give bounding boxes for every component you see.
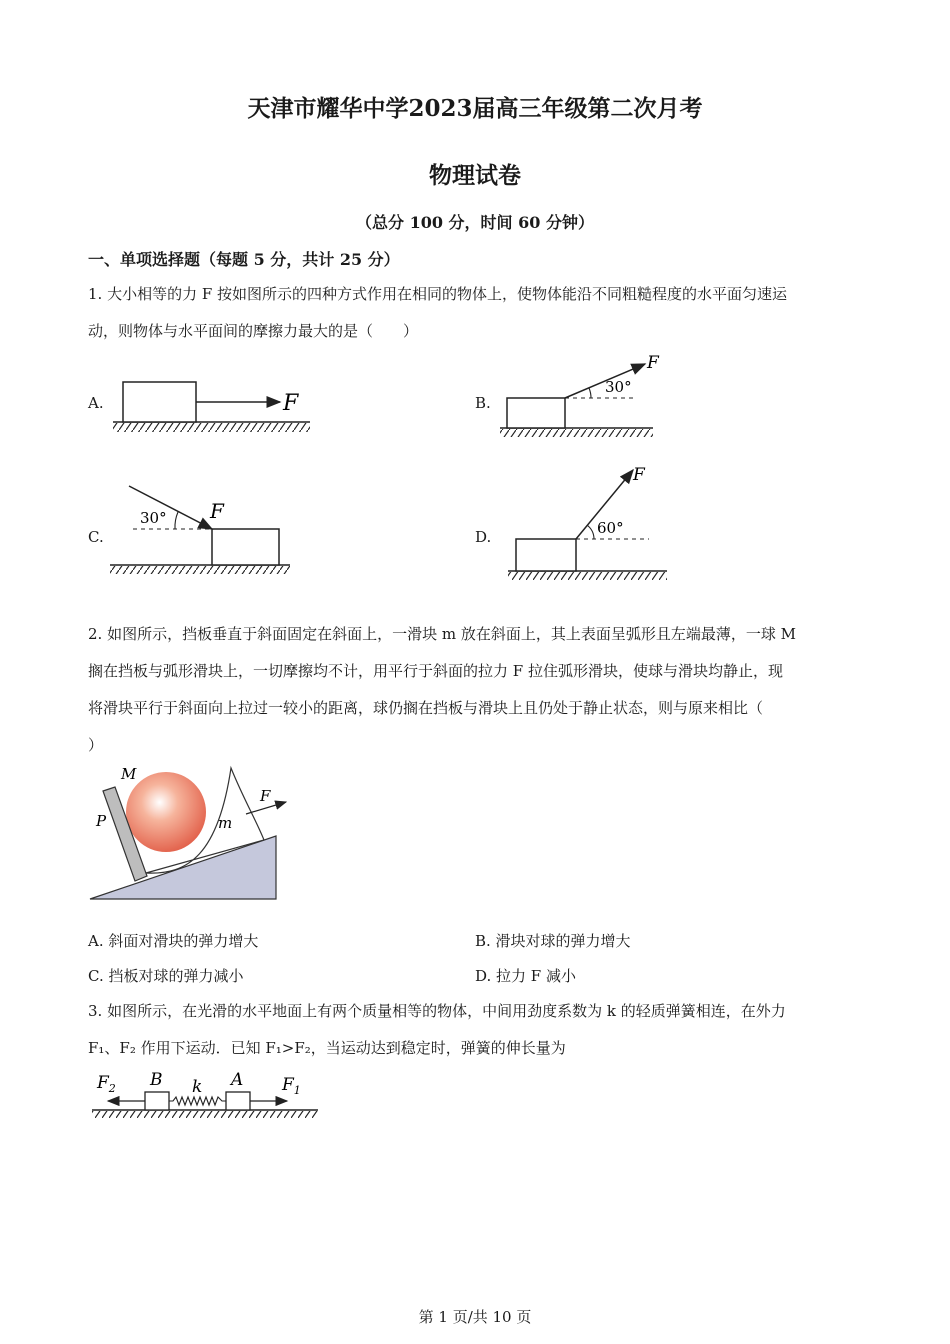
q2-text: [88, 616, 866, 764]
board-label: P: [96, 812, 107, 830]
k-label: k: [192, 1077, 203, 1097]
exam-title: 天津市耀华中学2023届高三年级第二次月考: [247, 95, 703, 122]
q1-option-a-label: A.: [88, 394, 104, 412]
ball-label: M: [121, 765, 137, 783]
q2-line2: 搁在挡板与弧形滑块上，一切摩擦均不计，用平行于斜面的拉力 F 拉住弧形滑块，使球与滑块均静止，现: [88, 662, 783, 680]
q1-figure-c: [105, 480, 300, 580]
q3-line1: 3. 如图所示，在光滑的水平地面上有两个质量相等的物体，中间用劲度系数为 k 的轻质弹簧相连，在外力: [88, 1002, 786, 1020]
angle-label: 30°: [140, 509, 167, 527]
f1-label: $F_1$: [282, 1075, 301, 1097]
q2-option-a: A. 斜面对滑块的弹力增大: [88, 932, 259, 950]
q2-option-d: D. 拉力 F 减小: [475, 967, 576, 985]
q1-line2: 动，则物体与水平面间的摩擦力最大的是（ ）: [88, 322, 419, 340]
q1-option-d-label: D.: [475, 528, 492, 546]
q2-line1: 2. 如图所示，挡板垂直于斜面固定在斜面上，一滑块 m 放在斜面上，其上表面呈弧形且左端最薄，一球 M: [88, 625, 796, 643]
q1-option-b-label: B.: [475, 394, 491, 412]
q2-line3: 将滑块平行于斜面向上拉过一较小的距离，球仍搁在挡板与滑块上且仍处于静止状态，则与原来相比（: [88, 699, 764, 717]
force-label: F: [633, 465, 645, 485]
f2-label: $F_2$: [97, 1073, 116, 1095]
force-label: F: [647, 353, 659, 373]
a-label: A: [231, 1070, 244, 1090]
force-label: F: [283, 391, 299, 416]
q1-option-c-label: C.: [88, 528, 104, 546]
angle-label: 60°: [597, 519, 624, 537]
q2-option-c: C. 挡板对球的弹力减小: [88, 967, 244, 985]
q1-text: [88, 276, 866, 350]
q3-text: [88, 993, 866, 1067]
b-label: B: [150, 1070, 163, 1090]
force-label: F: [260, 787, 271, 805]
q1-figure-d: [505, 460, 675, 585]
q1-figure-a: [105, 370, 320, 435]
block-label: m: [218, 814, 233, 832]
q3-figure: [88, 1068, 323, 1123]
force-label: F: [210, 499, 224, 523]
q2-option-b: B. 滑块对球的弹力增大: [475, 932, 631, 950]
q1-figure-b: [495, 350, 665, 440]
q1-line1: 1. 大小相等的力 F 按如图所示的四种方式作用在相同的物体上，使物体能沿不同粗糙程度的水平面匀速运: [88, 285, 788, 303]
q2-line4: ）: [88, 736, 104, 754]
q3-line2: F₁、F₂ 作用下运动．已知 F₁>F₂，当运动达到稳定时，弹簧的伸长量为: [88, 1039, 566, 1057]
subject-title: 物理试卷: [429, 162, 521, 189]
section-title: 一、单项选择题（每题 5 分，共计 25 分）: [88, 250, 400, 269]
q2-figure: [88, 760, 288, 905]
score-time: （总分 100 分，时间 60 分钟）: [356, 213, 594, 232]
page-footer: 第 1 页/共 10 页: [418, 1308, 532, 1326]
angle-label: 30°: [605, 378, 632, 396]
